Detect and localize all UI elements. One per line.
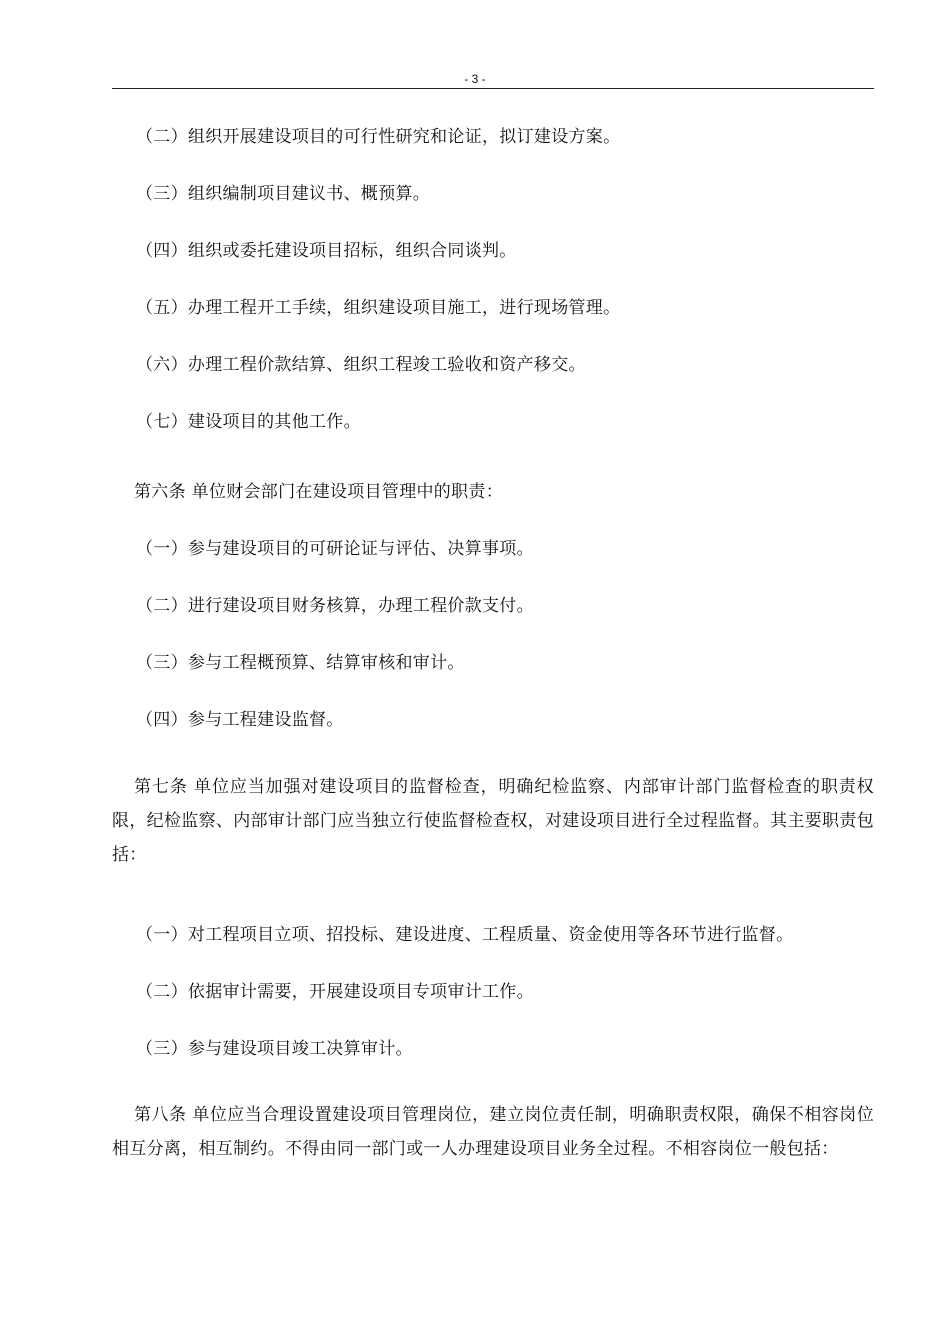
paragraph-6-1: （一）参与建设项目的可研论证与评估、决算事项。: [136, 539, 534, 559]
paragraph-6-2: （二）进行建设项目财务核算，办理工程价款支付。: [136, 596, 534, 616]
paragraph-7-2: （二）依据审计需要，开展建设项目专项审计工作。: [136, 982, 534, 1002]
paragraph-2-4: （四）组织或委托建设项目招标，组织合同谈判。: [136, 241, 517, 261]
article-8-paragraph: 第八条 单位应当合理设置建设项目管理岗位，建立岗位责任制，明确职责权限，确保不相容岗位相互分离，相互制约。不得由同一部门或一人办理建设项目业务全过程。不相容岗位一般包括：: [112, 1105, 874, 1159]
paragraph-2-3: （三）组织编制项目建议书、概预算。: [136, 184, 431, 204]
paragraph-7-3: （三）参与建设项目竣工决算审计。: [136, 1039, 413, 1059]
paragraph-2-6: （六）办理工程价款结算、组织工程竣工验收和资产移交。: [136, 355, 586, 375]
paragraph-6-4: （四）参与工程建设监督。: [136, 710, 344, 730]
paragraph-2-2: （二）组织开展建设项目的可行性研究和论证，拟订建设方案。: [136, 127, 621, 147]
paragraph-2-7: （七）建设项目的其他工作。: [136, 412, 361, 432]
paragraph-2-5: （五）办理工程开工手续，组织建设项目施工，进行现场管理。: [136, 298, 621, 318]
article-6-heading: 第六条 单位财会部门在建设项目管理中的职责：: [134, 482, 504, 502]
article-7-paragraph: 第七条 单位应当加强对建设项目的监督检查，明确纪检监察、内部审计部门监督检查的职责权限，纪检监察、内部审计部门应当独立行使监督检查权，对建设项目进行全过程监督。其主要职责包括：: [112, 777, 874, 865]
paragraph-6-3: （三）参与工程概预算、结算审核和审计。: [136, 653, 465, 673]
header-rule: [112, 88, 874, 89]
page-number: - 3 -: [464, 72, 486, 86]
paragraph-7-1: （一）对工程项目立项、招投标、建设进度、工程质量、资金使用等各环节进行监督。: [136, 925, 794, 945]
